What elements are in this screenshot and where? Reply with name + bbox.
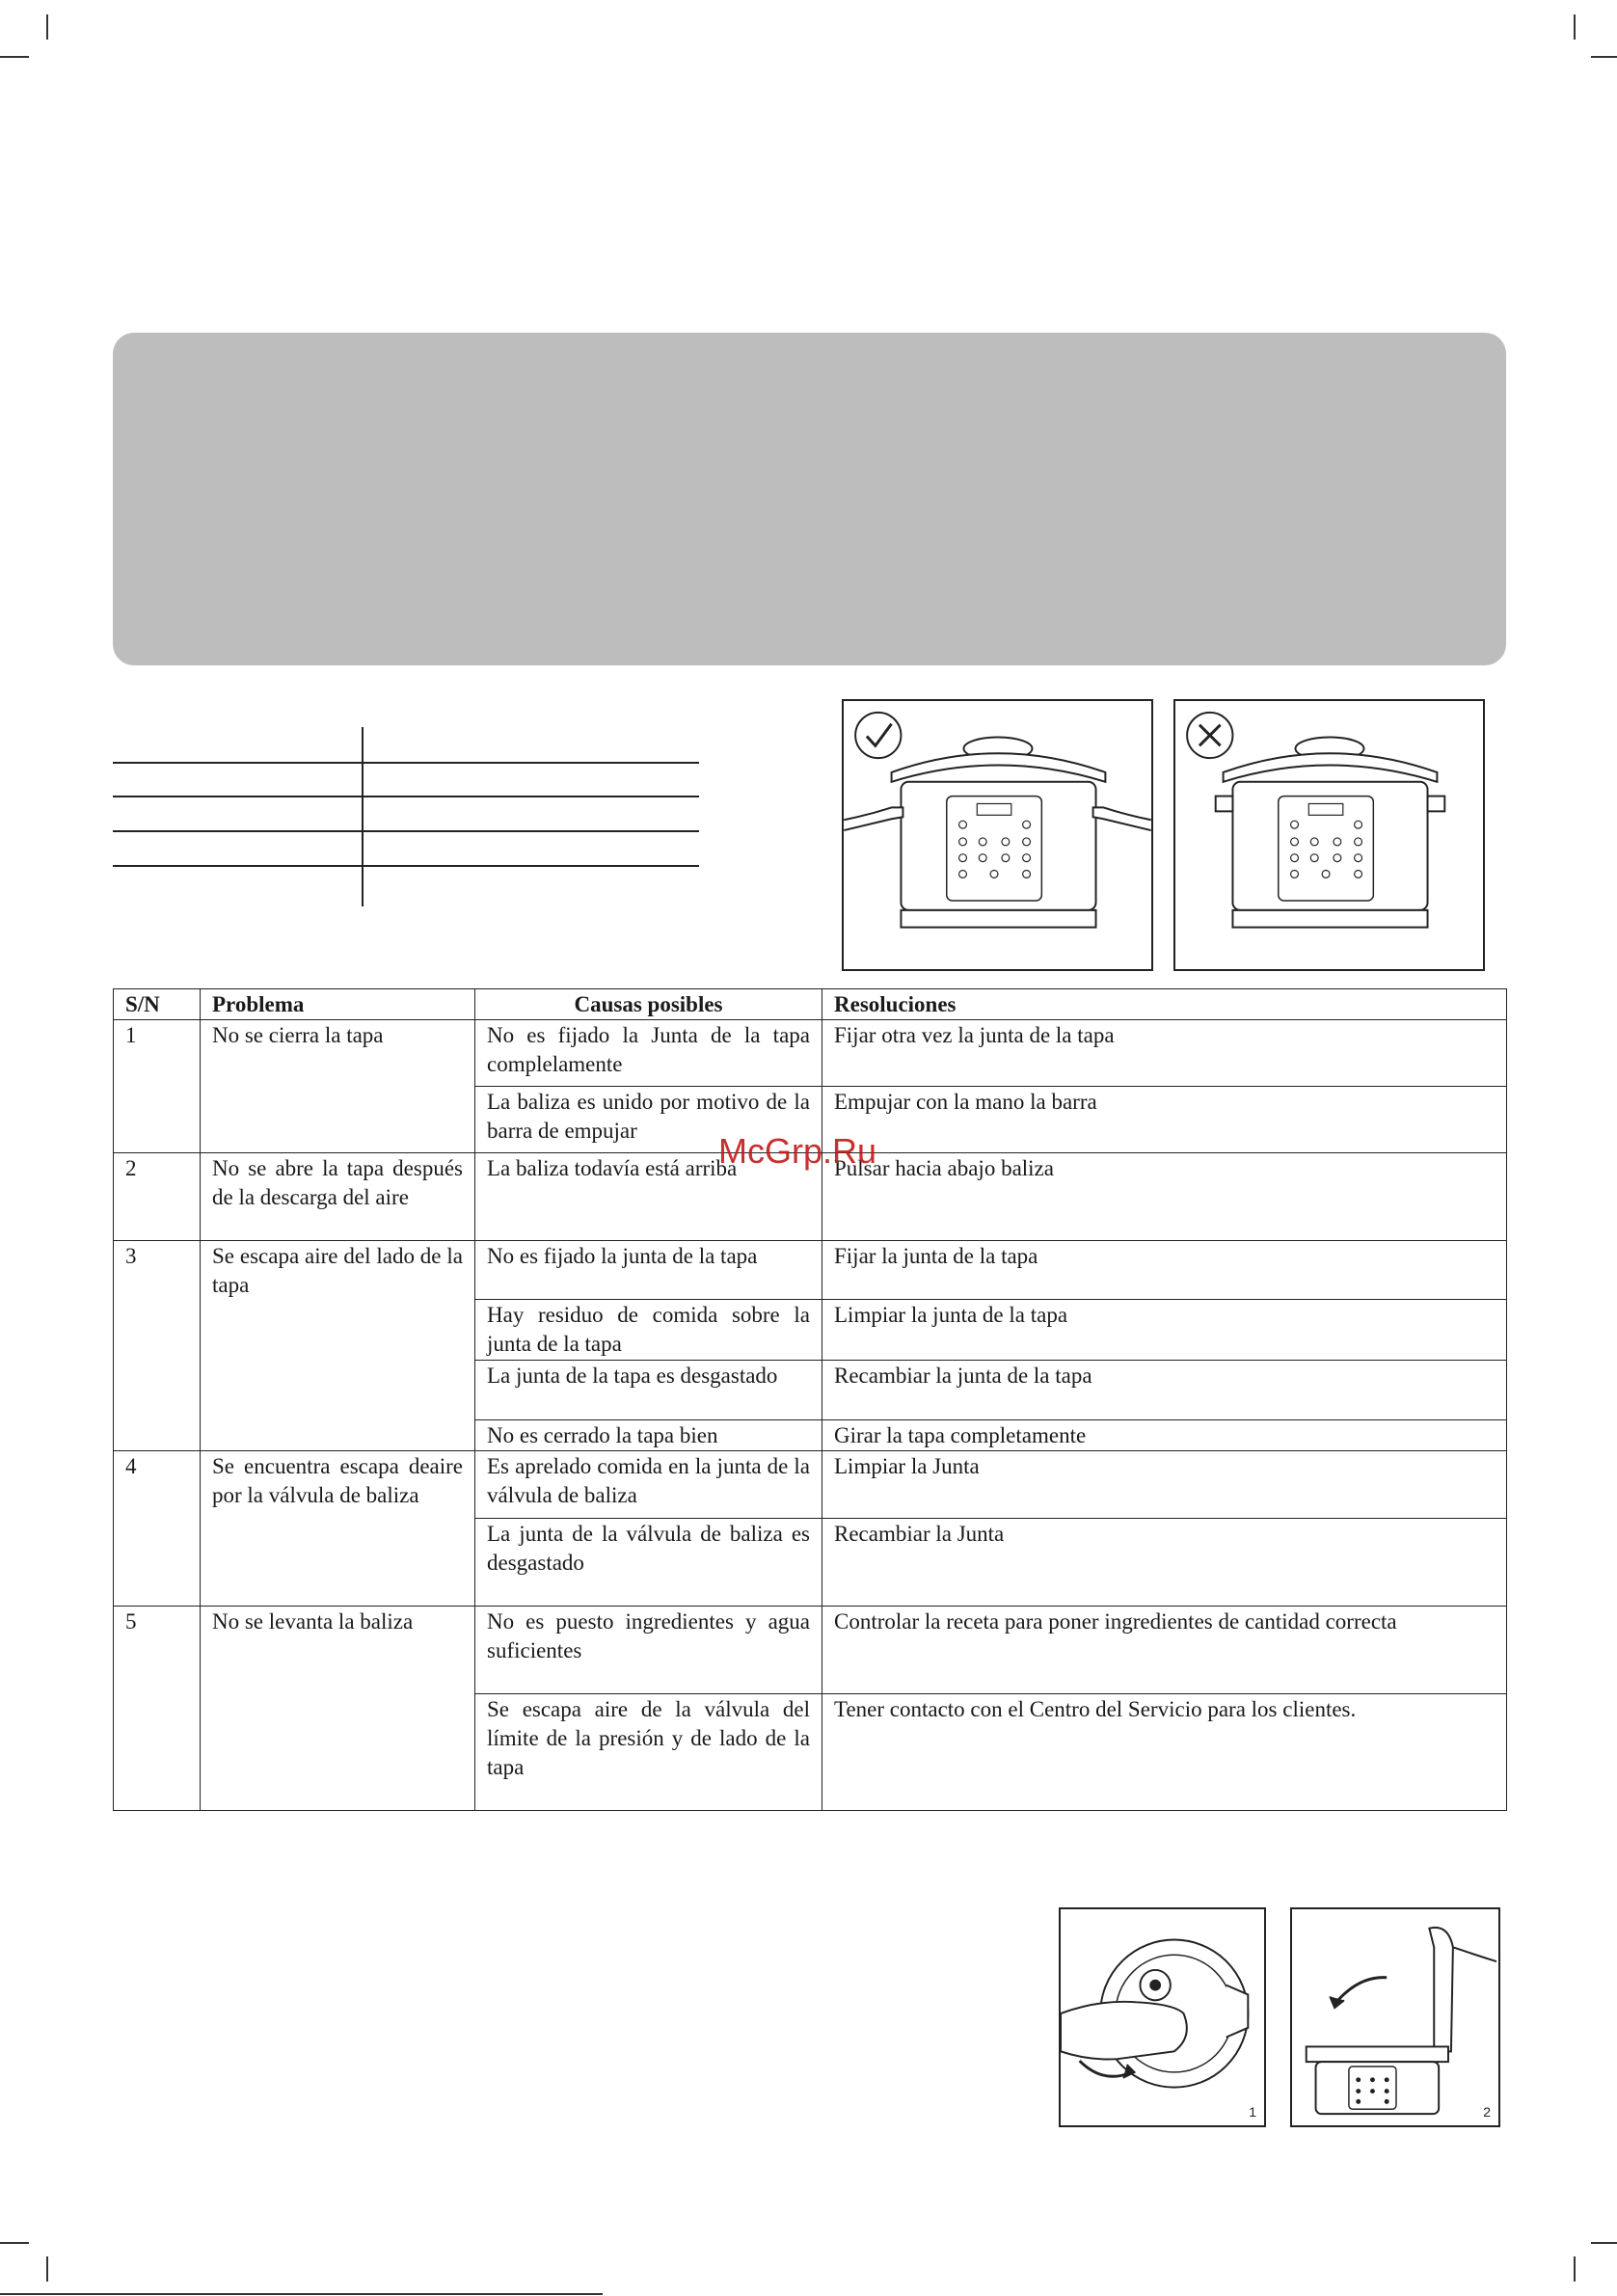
row-sn: 2 (114, 1153, 201, 1241)
spec-grid-line (113, 762, 699, 764)
crop-mark (0, 2242, 29, 2244)
row-cause: La junta de la válvula de baliza es desgastado (475, 1519, 822, 1607)
watermark: McGrp.Ru (718, 1131, 877, 1171)
cooker-drawing-incorrect (1175, 701, 1483, 969)
row-resolution: Fijar otra vez la junta de la tapa (822, 1020, 1507, 1087)
column-header-causes: Causas posibles (475, 989, 822, 1020)
row-resolution: Fijar la junta de la tapa (822, 1241, 1507, 1300)
step-figure-2 (1290, 1907, 1500, 2127)
row-resolution: Girar la tapa completamente (822, 1420, 1507, 1451)
row-cause: No es puesto ingredientes y agua suficientes (475, 1607, 822, 1694)
row-problem: No se abre la tapa después de la descarga del aire (201, 1153, 475, 1241)
cooker-illustration-correct (842, 699, 1153, 971)
crop-mark (46, 2256, 48, 2282)
crop-mark (0, 56, 29, 58)
cooker-drawing-correct (844, 701, 1151, 969)
row-sn: 3 (114, 1241, 201, 1451)
step-figure-number: 1 (1249, 2104, 1256, 2120)
row-sn: 1 (114, 1020, 201, 1153)
row-resolution: Limpiar la Junta (822, 1451, 1507, 1519)
cross-icon (1199, 725, 1221, 746)
check-icon (867, 724, 892, 746)
spec-grid-line (113, 865, 699, 867)
spec-grid (113, 725, 699, 906)
row-problem: Se encuentra escapa deaire por la válvula de baliza (201, 1451, 475, 1607)
spec-grid-divider (362, 727, 364, 906)
row-resolution: Controlar la receta para poner ingredientes de cantidad correcta (822, 1607, 1507, 1694)
row-resolution: Tener contacto con el Centro del Servicio para los clientes. (822, 1694, 1507, 1811)
table-row (114, 1241, 1507, 1300)
cooker-illustration-incorrect (1173, 699, 1485, 971)
row-cause: No es cerrado la tapa bien (475, 1420, 822, 1451)
lid-opening-drawing (1292, 1909, 1498, 2125)
row-sn: 4 (114, 1451, 201, 1607)
header-banner (113, 333, 1506, 665)
row-cause: Se escapa aire de la válvula del límite de la presión y de lado de la tapa (475, 1694, 822, 1811)
row-cause: La baliza todavía está arriba (475, 1153, 822, 1241)
crop-mark (46, 14, 48, 40)
table-header-row (114, 989, 1507, 1020)
row-cause: Hay residuo de comida sobre la junta de la tapa (475, 1300, 822, 1361)
row-resolution: Recambiar la junta de la tapa (822, 1361, 1507, 1420)
column-header-resolutions: Resoluciones (822, 989, 1507, 1020)
row-problem: Se escapa aire del lado de la tapa (201, 1241, 475, 1451)
row-resolution: Empujar con la mano la barra (822, 1087, 1507, 1153)
row-sn: 5 (114, 1607, 201, 1811)
crop-mark (1574, 2256, 1576, 2282)
row-cause: No es fijado la junta de la tapa (475, 1241, 822, 1300)
table-row (114, 1451, 1507, 1519)
column-header-sn: S/N (114, 989, 201, 1020)
footer-rule (0, 2293, 603, 2295)
row-resolution: Pulsar hacia abajo baliza (822, 1153, 1507, 1241)
row-cause: La junta de la tapa es desgastado (475, 1361, 822, 1420)
lid-turning-drawing (1061, 1909, 1264, 2125)
crop-mark (1574, 14, 1576, 40)
row-cause: Es aprelado comida en la junta de la válvula de baliza (475, 1451, 822, 1519)
troubleshooting-table (113, 988, 1507, 1811)
spec-grid-line (113, 830, 699, 832)
table-row (114, 1607, 1507, 1694)
row-cause: No es fijado la Junta de la tapa complelamente (475, 1020, 822, 1087)
crop-mark (1591, 2242, 1617, 2244)
spec-grid-line (113, 796, 699, 797)
row-problem: No se cierra la tapa (201, 1020, 475, 1153)
row-cause: La baliza es unido por motivo de la barra de empujar (475, 1087, 822, 1153)
step-figure-number: 2 (1483, 2104, 1491, 2120)
row-problem: No se levanta la baliza (201, 1607, 475, 1811)
crop-mark (1591, 56, 1617, 58)
column-header-problem: Problema (201, 989, 475, 1020)
row-resolution: Recambiar la Junta (822, 1519, 1507, 1607)
step-figure-1 (1059, 1907, 1266, 2127)
row-resolution: Limpiar la junta de la tapa (822, 1300, 1507, 1361)
table-row (114, 1020, 1507, 1087)
